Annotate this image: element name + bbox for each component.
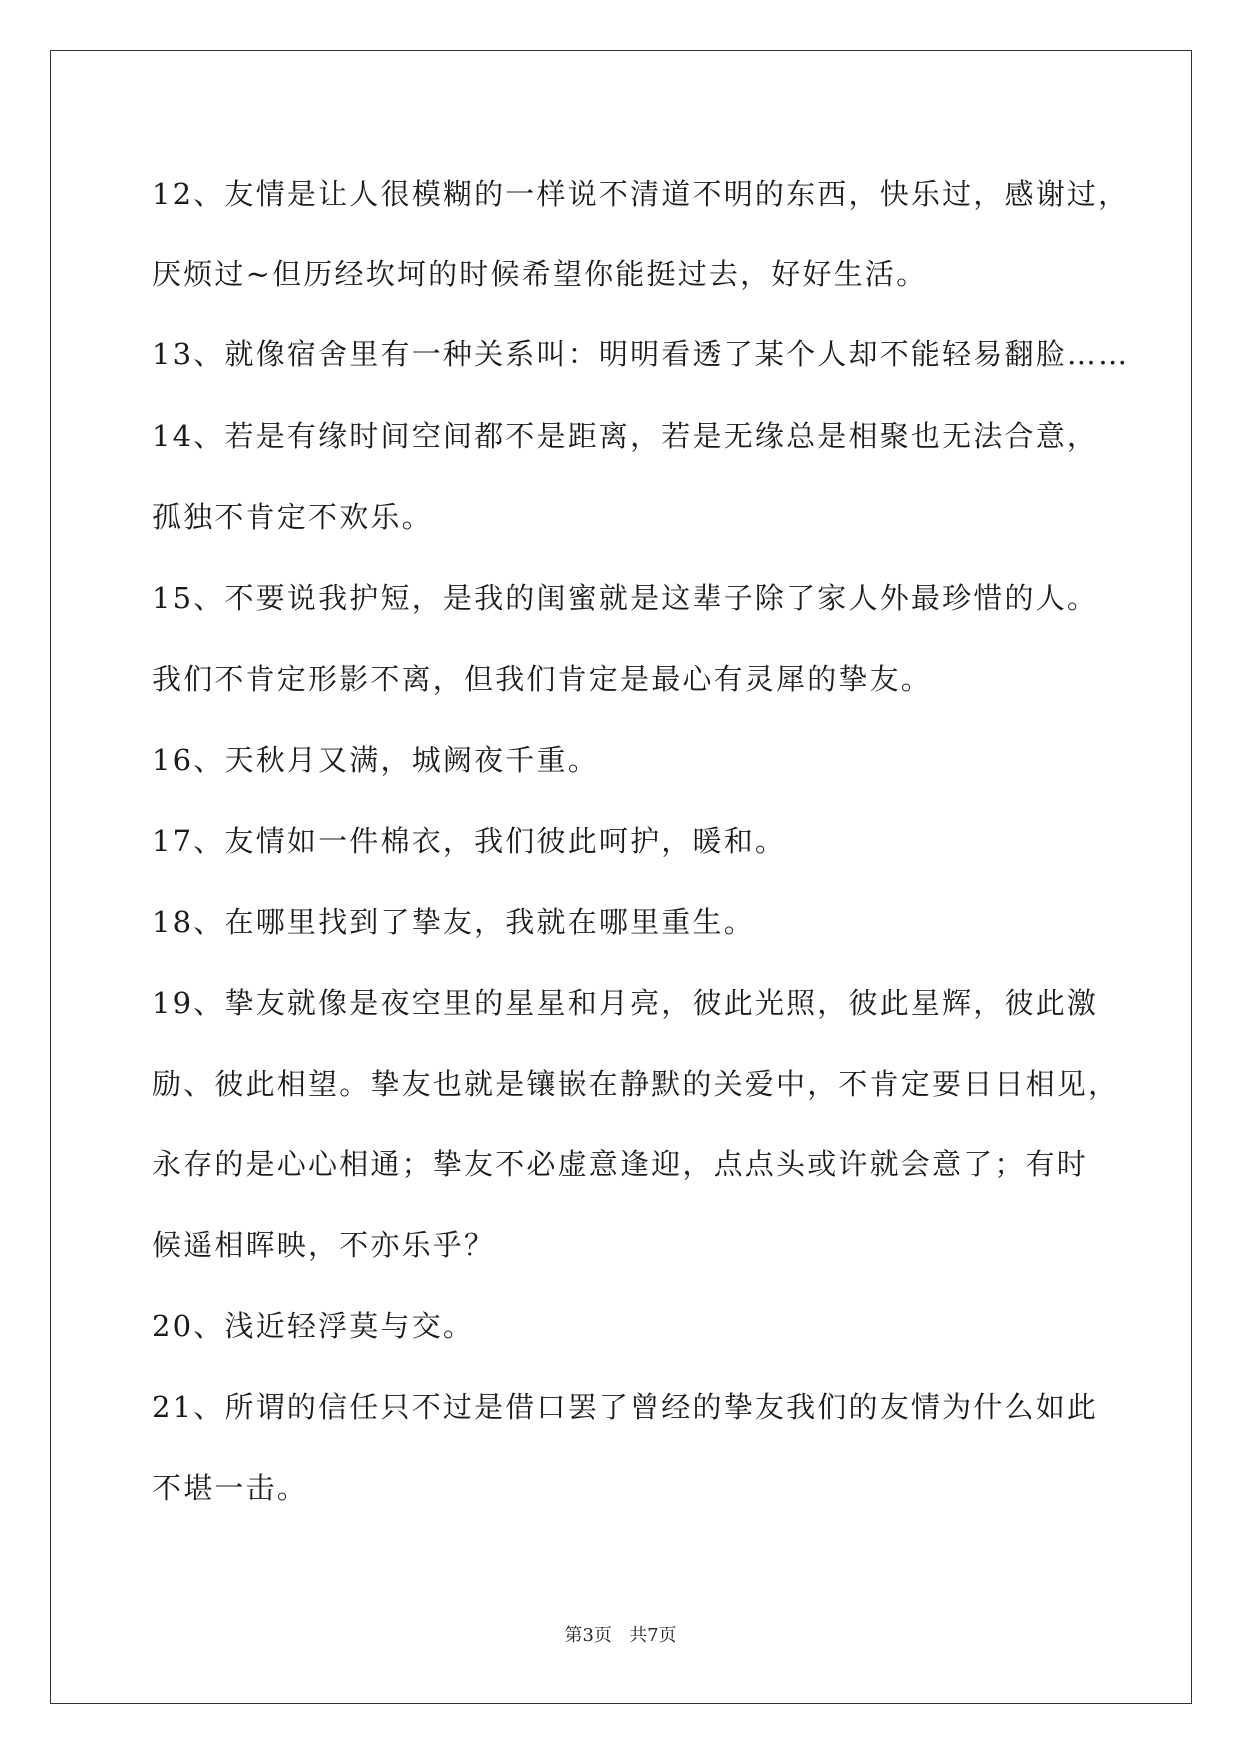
text-line: 厌烦过~但历经坎坷的时候希望你能挺过去，好好生活。 (152, 257, 928, 291)
text-line: 永存的是心心相通；挚友不必虚意逢迎，点点头或许就会意了；有时 (152, 1147, 1089, 1181)
text-line: 17、友情如一件棉衣，我们彼此呵护，暖和。 (152, 824, 787, 858)
text-line: 孤独不肯定不欢乐。 (152, 500, 433, 534)
text-line: 不堪一击。 (152, 1471, 309, 1505)
text-line: 12、友情是让人很模糊的一样说不清道不明的东西，快乐过，感谢过， (152, 177, 1130, 211)
page-number: 第3页 (564, 1625, 612, 1646)
text-line: 18、在哪里找到了挚友，我就在哪里重生。 (152, 905, 755, 939)
text-line: 候遥相晖映，不亦乐乎？ (152, 1228, 496, 1262)
text-line: 20、浅近轻浮莫与交。 (152, 1309, 475, 1343)
text-line: 15、不要说我护短，是我的闺蜜就是这辈子除了家人外最珍惜的人。 (152, 581, 1099, 615)
text-line: 19、挚友就像是夜空里的星星和月亮，彼此光照，彼此星辉，彼此激 (152, 986, 1099, 1020)
page-border (50, 50, 1192, 1704)
text-line: 21、所谓的信任只不过是借口罢了曾经的挚友我们的友情为什么如此 (152, 1390, 1099, 1424)
text-line: 励、彼此相望。挚友也就是镶嵌在静默的关爱中，不肯定要日日相见， (152, 1067, 1120, 1101)
text-line: 16、天秋月又满，城阙夜千重。 (152, 743, 599, 777)
total-pages: 共7页 (629, 1625, 677, 1646)
page-footer (0, 1624, 1241, 1648)
text-line: 13、就像宿舍里有一种关系叫：明明看透了某个人却不能轻易翻脸…… (152, 337, 1130, 371)
text-line: 我们不肯定形影不离，但我们肯定是最心有灵犀的挚友。 (152, 662, 933, 696)
footer-spacer (612, 1625, 629, 1646)
text-line: 14、若是有缘时间空间都不是距离，若是无缘总是相聚也无法合意， (152, 419, 1099, 453)
